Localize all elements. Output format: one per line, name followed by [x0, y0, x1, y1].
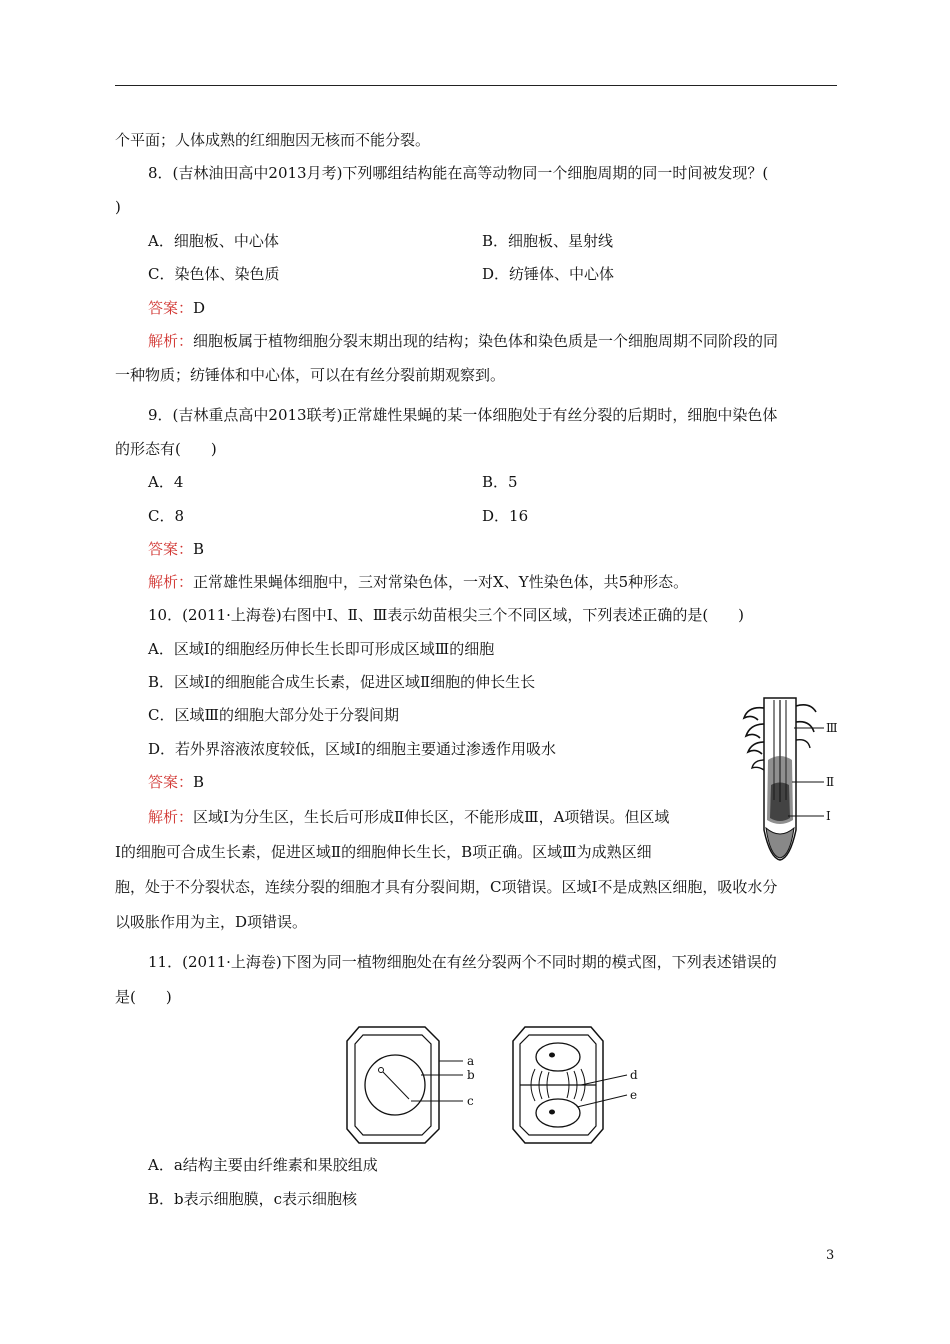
- cell-division-figure: [345, 1025, 645, 1150]
- answer-value: D: [193, 299, 206, 317]
- header-rule: [115, 85, 837, 86]
- cell-label-c: c: [467, 1094, 474, 1108]
- question-11: 11．(2011·上海卷)下图为同一植物细胞处在有丝分裂两个不同时期的模式图，下列表述错误的: [148, 953, 777, 971]
- answer-label: 答案：: [148, 773, 194, 791]
- answer: [148, 539, 204, 559]
- option-d: D．纺锤体、中心体: [482, 265, 615, 283]
- question-10: 10．(2011·上海卷)右图中Ⅰ、Ⅱ、Ⅲ表示幼苗根尖三个不同区域，下列表述正确的是( ): [148, 606, 745, 624]
- answer-label: 答案：: [148, 299, 194, 317]
- option-b: B．区域Ⅰ的细胞能合成生长素，促进区域Ⅱ细胞的伸长生长: [148, 673, 536, 691]
- explanation: [148, 331, 778, 351]
- page-number: 3: [826, 1248, 835, 1263]
- explanation: [148, 807, 669, 827]
- option-b: B．b表示细胞膜，c表示细胞核: [148, 1190, 358, 1208]
- question-8: 8．(吉林油田高中2013月考)下列哪组结构能在高等动物同一个细胞周期的同一时间被发现？(: [148, 164, 769, 182]
- explanation-label: 解析：: [148, 332, 194, 350]
- option-a: A．a结构主要由纤维素和果胶组成: [148, 1156, 378, 1174]
- answer: [148, 772, 204, 792]
- root-label-iii: Ⅲ: [826, 721, 838, 735]
- explanation-label: 解析：: [148, 573, 194, 591]
- answer-value: B: [193, 540, 205, 558]
- option-d: D．16: [482, 507, 529, 525]
- cell-label-e: e: [630, 1088, 638, 1102]
- explanation-cont: Ⅰ的细胞可合成生长素，促进区域Ⅱ的细胞伸长生长，B项正确。区域Ⅲ为成熟区细: [115, 843, 652, 861]
- explanation-text: 区域Ⅰ为分生区，生长后可形成Ⅱ伸长区，不能形成Ⅲ，A项错误。但区域: [193, 808, 670, 826]
- question-9: 9．(吉林重点高中2013联考)正常雄性果蝇的某一体细胞处于有丝分裂的后期时，细胞中染色体: [148, 406, 778, 424]
- text-line: 个平面；人体成熟的红细胞因无核而不能分裂。: [115, 131, 431, 149]
- answer-value: B: [193, 773, 205, 791]
- option-a: A．区域Ⅰ的细胞经历伸长生长即可形成区域Ⅲ的细胞: [148, 640, 495, 658]
- option-b: B．5: [482, 473, 518, 491]
- explanation-text: 细胞板属于植物细胞分裂末期出现的结构；染色体和染色质是一个细胞周期不同阶段的同: [193, 332, 779, 350]
- cell-label-b: b: [467, 1068, 475, 1082]
- question-9-cont: 的形态有( ): [115, 440, 217, 458]
- explanation-text: 正常雄性果蝇体细胞中，三对常染色体，一对X、Y性染色体，共5种形态。: [193, 573, 689, 591]
- option-a: A．细胞板、中心体: [148, 232, 279, 250]
- root-label-i: Ⅰ: [826, 809, 831, 823]
- option-c: C．染色体、染色质: [148, 265, 280, 283]
- explanation-cont: 以吸胀作用为主，D项错误。: [115, 913, 308, 931]
- question-8-cont: ): [115, 198, 121, 216]
- option-c: C．区域Ⅲ的细胞大部分处于分裂间期: [148, 706, 399, 724]
- answer-label: 答案：: [148, 540, 194, 558]
- option-d: D．若外界溶液浓度较低，区域Ⅰ的细胞主要通过渗透作用吸水: [148, 740, 556, 758]
- answer: [148, 298, 205, 318]
- cell-label-a: a: [467, 1054, 475, 1068]
- explanation: [148, 572, 688, 592]
- option-a: A．4: [148, 473, 184, 491]
- option-c: C．8: [148, 507, 185, 525]
- explanation-cont: 胞，处于不分裂状态，连续分裂的细胞才具有分裂间期，C项错误。区域Ⅰ不是成熟区细胞，吸收水分: [115, 878, 778, 896]
- cell-label-d: d: [630, 1068, 638, 1082]
- root-label-ii: Ⅱ: [826, 775, 835, 789]
- explanation-label: 解析：: [148, 808, 194, 826]
- explanation-cont: 一种物质；纺锤体和中心体，可以在有丝分裂前期观察到。: [115, 366, 506, 384]
- root-tip-figure: [738, 690, 848, 865]
- option-b: B．细胞板、星射线: [482, 232, 614, 250]
- question-11-cont: 是( ): [115, 988, 172, 1006]
